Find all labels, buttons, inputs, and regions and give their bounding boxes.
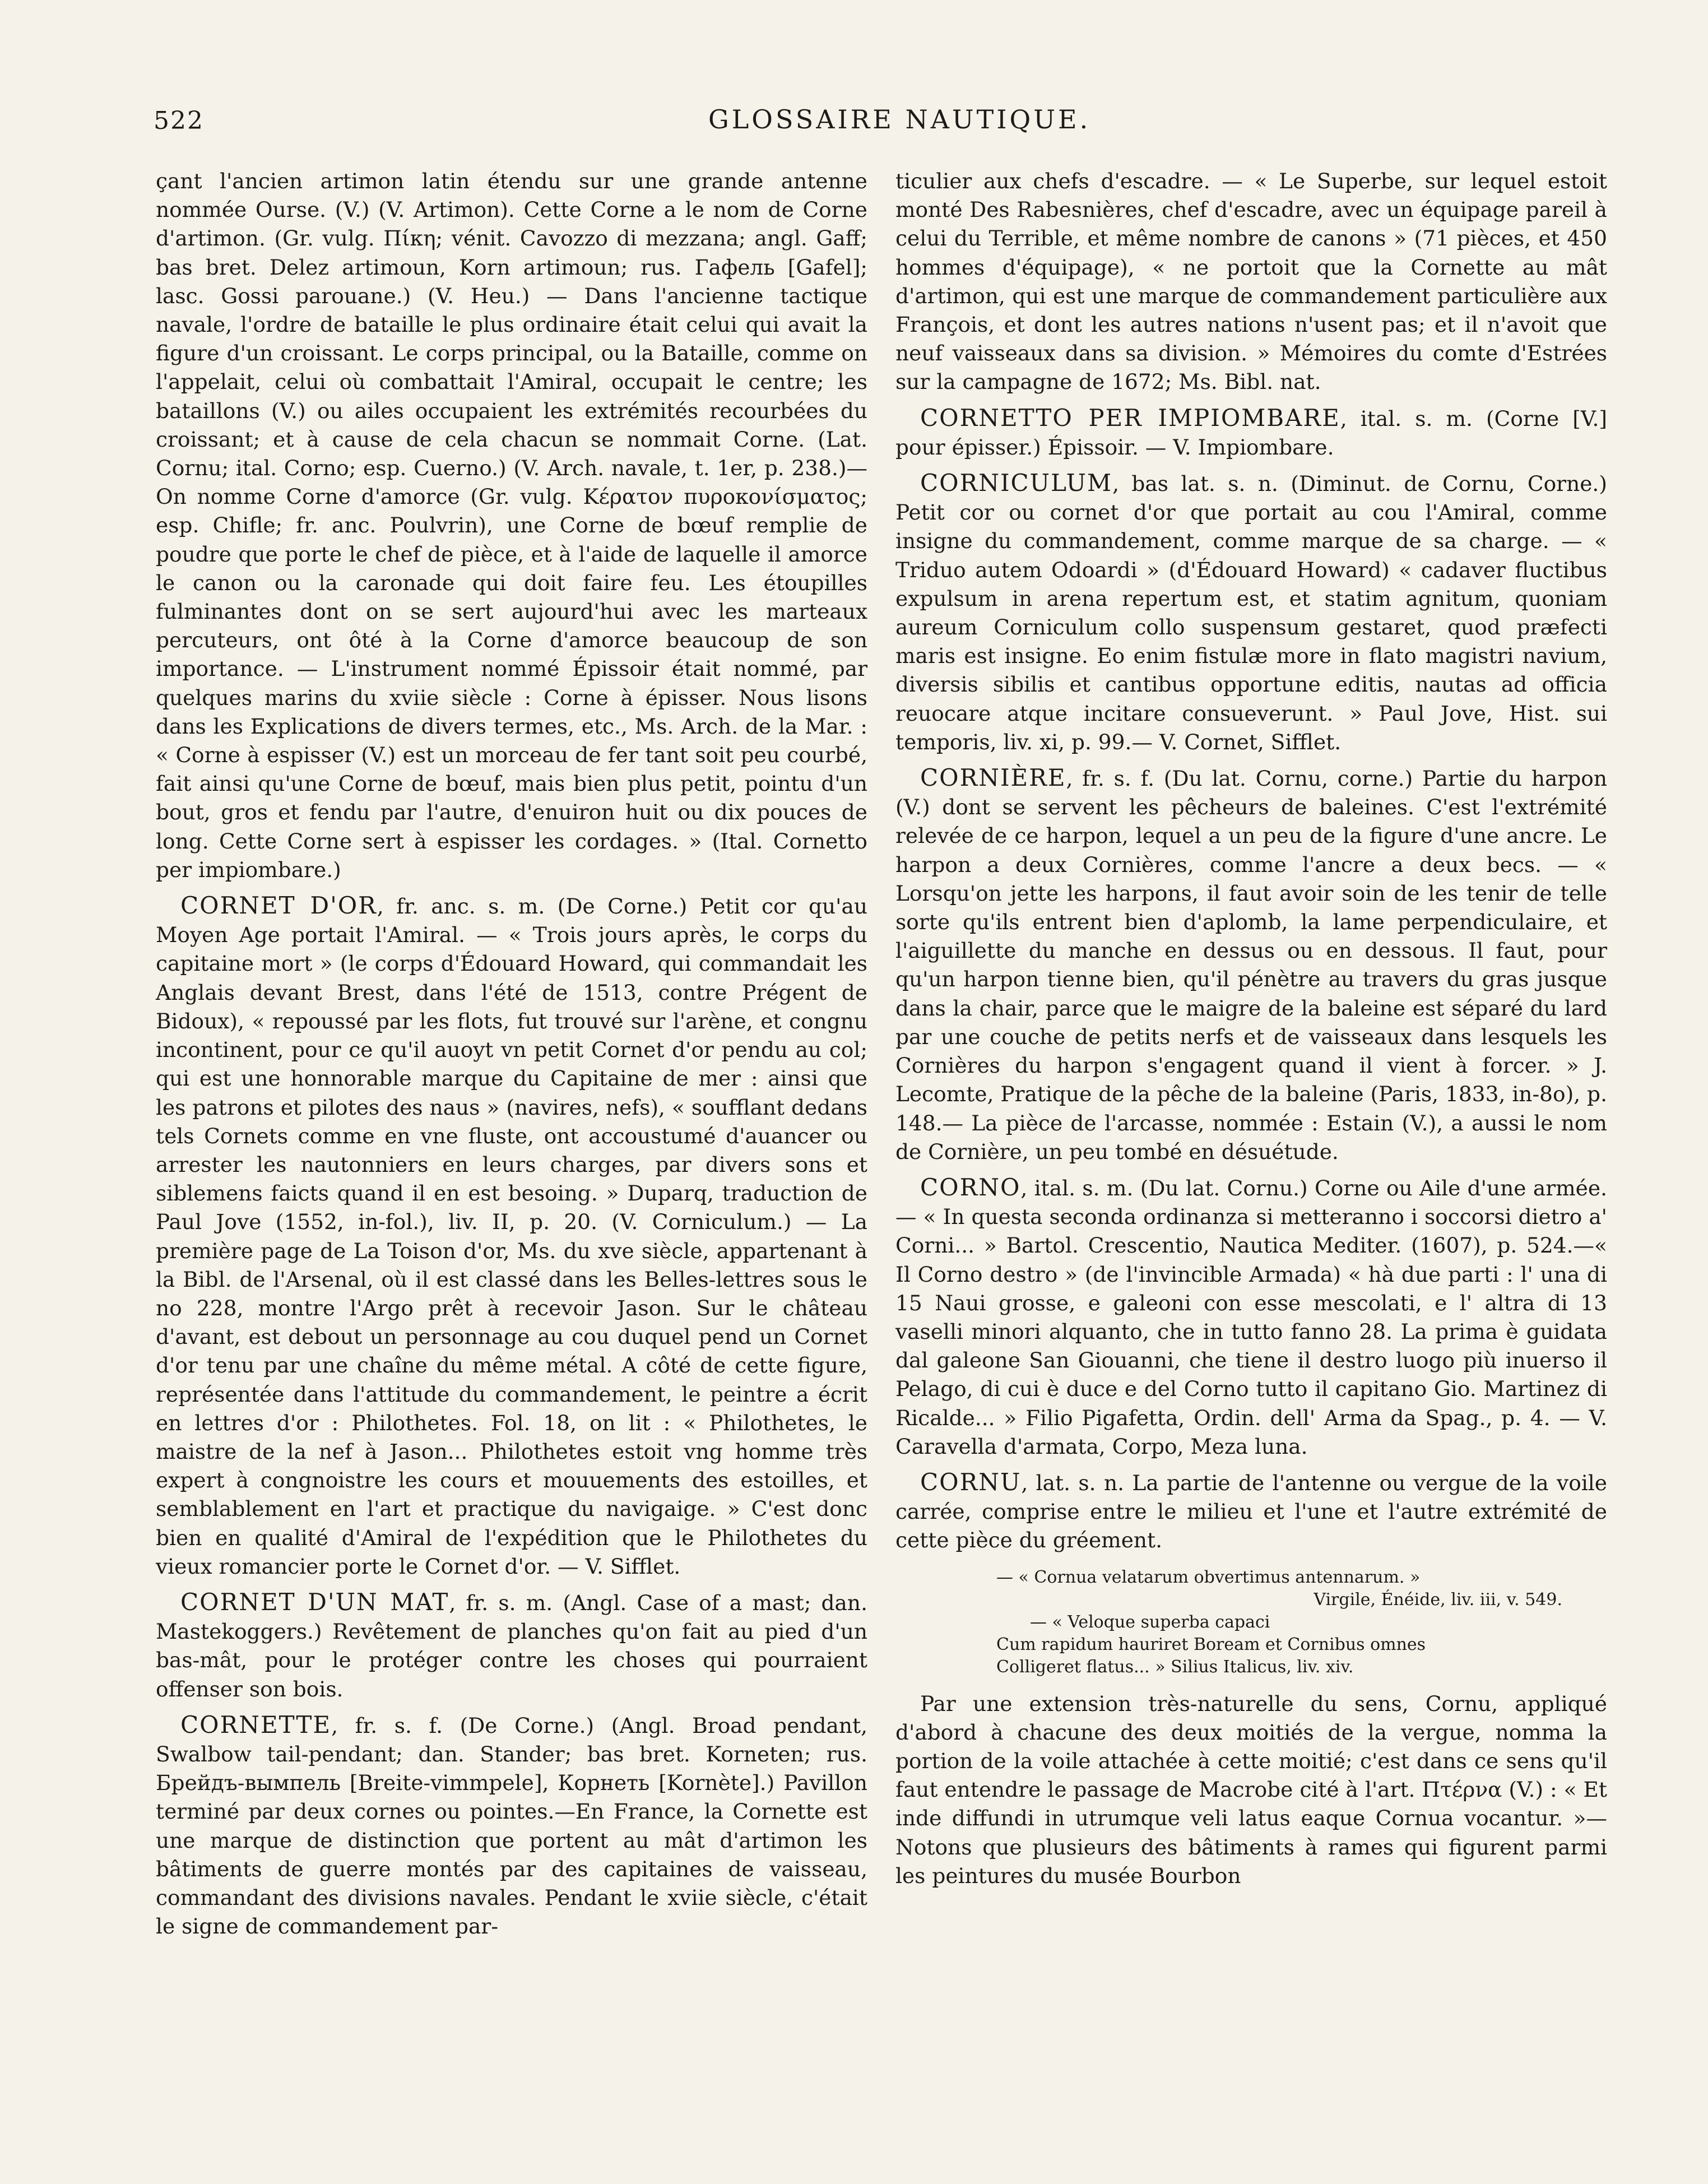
entry-body: , fr. s. m. (Angl. Case of a mast; dan. Mastekoggers.) Revêtement de planches qu'on fait au pied d'un bas-mât, pour le protéger contre les choses qui pourraient offenser son bois. bbox=[156, 1590, 867, 1701]
entry-cornetto bbox=[895, 404, 1607, 462]
entry-body: , fr. s. f. (De Corne.) (Angl. Broad pendant, Swalbow tail-pendant; dan. Stander; bas bret. Korneten; rus. Брейдъ-вымпель [Breite-vimmpele], Корнеть [Kornète].) Pavillon terminé par deux cornes ou pointes.—En France, la Cornette est une marque de distinction que portent au mât d'artimon les bâtiments de guerre montés par des capitaines de vaisseau, commandant des divisions navales. Pendant le xviie siècle, c'était le signe de commandement par- bbox=[156, 1713, 867, 1939]
left-column bbox=[156, 167, 867, 1941]
entry-headword: CORNET D'UN MAT bbox=[180, 1588, 449, 1616]
continued-paragraph: çant l'ancien artimon latin étendu sur une grande antenne nommée Ourse. (V.) (V. Artimon). Cette Corne a le nom de Corne d'artimon. (Gr. vulg. Πίκη; vénit. Cavozzo di mezzana; angl. Gaff; bas bret. Delez artimoun, Korn artimoun; rus. Гафель [Gafel]; lasc. Gossi parouane.) (V. Heu.) — Dans l'ancienne tactique navale, l'ordre de bataille le plus ordinaire était celui qui avait la figure d'un croissant. Le corps principal, ou la Bataille, comme on l'appelait, celui où combattait l'Amiral, occupait le centre; les bataillons (V.) ou ailes occupaient les extrémités recourbées du croissant; et à cause de cela chacun se nommait Corne. (Lat. Cornu; ital. Corno; esp. Cuerno.) (V. Arch. navale, t. 1er, p. 238.)—On nomme Corne d'amorce (Gr. vulg. Κέρατον πυροκονίσματος; esp. Chifle; fr. anc. Poulvrin), une Corne de bœuf remplie de poudre que porte le chef de pièce, et à l'aide de laquelle il amorce le canon ou la caronade qui doit faire feu. Les étoupilles fulminantes dont on se sert aujourd'hui avec les marteaux percuteurs, ont ôté à la Corne d'amorce beaucoup de son importance. — L'instrument nommé Épissoir était nommé, par quelques marins du xviie siècle : Corne à épisser. Nous lisons dans les Explications de divers termes, etc., Ms. Arch. de la Mar. : « Corne à espisser (V.) est un morceau de fer tant soit peu courbé, fait ainsi qu'une Corne de bœuf, mais bien plus petit, pointu d'un bout, gros et fendu par l'autre, d'enuiron huit ou dix pouces de long. Cette Corne sert à espisser les cordages. » (Ital. Cornetto per impiombare.) bbox=[156, 169, 867, 882]
entry-body: , fr. anc. s. m. (De Corne.) Petit cor qu'au Moyen Age portait l'Amiral. — « Trois jours après, le corps du capitaine mort » (le corps d'Édouard Howard, qui commandait les Anglais devant Brest, dans l'été de 1513, contre Prégent de Bidoux), « repoussé par les flots, fut trouvé sur l'arène, et congnu incontinent, pour ce qu'il auoyt vn petit Cornet d'or pendu au col; qui est une honnorable marque du Capitaine de mer : ainsi que les patrons et pilotes des naus » (navires, nefs), « soufflant dedans tels Cornets comme en vne fluste, ont accoustumé d'auancer ou arrester les nautonniers en leurs charges, par divers sons et siblemens faicts quand il en est besoing. » Duparq, traduction de Paul Jove (1552, in-fol.), liv. II, p. 20. (V. Corniculum.) — La première page de La Toison d'or, Ms. du xve siècle, appartenant à la Bibl. de l'Arsenal, où il est classé dans les Belles-lettres sous le no 228, montre l'Argo prêt à recevoir Jason. Sur le château d'avant, est debout un personnage au cou duquel pend un Cornet d'or tenu par une chaîne du même métal. A côté de cette figure, représentée dans l'attitude du commandement, le peintre a écrit en lettres d'or : Philothetes. Fol. 18, on lit : « Philothetes, le maistre de la nef à Jason... Philothetes estoit vng homme très expert à congnoistre les cours et mouuements des estoilles, et semblablement en l'art et practique du navigaige. » C'est donc bien en qualité d'Amiral de l'expédition que le Philothetes du vieux romancier porte le Cornet d'or. — V. Sifflet. bbox=[156, 894, 867, 1579]
entry-cornet-dor bbox=[156, 891, 867, 1581]
entry-body: , lat. s. n. La partie de l'antenne ou vergue de la voile carrée, comprise entre le milieu et l'une et l'autre extrémité de cette pièce du gréement. bbox=[895, 1470, 1607, 1553]
running-title: GLOSSAIRE NAUTIQUE. bbox=[708, 104, 1091, 135]
entry-headword: CORNET D'OR bbox=[180, 892, 377, 920]
quote-line: — « Veloque superba capaci bbox=[1030, 1612, 1270, 1632]
entry-body: , ital. s. m. (Du lat. Cornu.) Corne ou Aile d'une armée. — « In questa seconda ordinanza si metteranno i soccorsi dietro a' Corni... » Bartol. Crescentio, Nautica Mediter. (1607), p. 524.—« Il Corno destro » (de l'invincible Armada) « hà due parti : l' una di 15 Naui grosse, e galeoni con esse mescolati, e l' altra di 13 vaselli minori alquanto, che in tutto fanno 28. La prima è guidata dal galeone San Giouanni, che tiene il destro luogo più inuerso il Pelago, di cui è duce e del Corno tutto il capitano Gio. Martinez di Ricalde... » Filio Pigafetta, Ordin. dell' Arma da Spag., p. 4. — V. Caravella d'armata, Corpo, Meza luna. bbox=[895, 1175, 1607, 1459]
entry-headword: CORNO bbox=[920, 1173, 1021, 1201]
continued-paragraph: ticulier aux chefs d'escadre. — « Le Superbe, sur lequel estoit monté Des Rabesnières, chef d'escadre, avec un équipage pareil à celui du Terrible, et même nombre de canons » (71 pièces, et 450 hommes d'équipage), « ne portoit que la Cornette au mât d'artimon, qui est une marque de commandement particulière aux François, et dont les autres nations n'usent pas; et il n'avoit que neuf vaisseaux dans sa division. » Mémoires du comte d'Estrées sur la campagne de 1672; Ms. Bibl. nat. bbox=[895, 169, 1607, 395]
entry-body: , fr. s. f. (Du lat. Cornu, corne.) Partie du harpon (V.) dont se servent les pêcheurs de baleines. C'est l'extrémité relevée de ce harpon, lequel a un peu de la figure d'une ancre. Le harpon a deux Cornières, comme l'ancre a deux becs. — « Lorsqu'on jette les harpons, il faut avoir soin de les tenir de telle sorte qu'ils entrent bien d'aplomb, la lame perpendiculaire, et l'aiguillette du manche en dessus ou en dessous. Il faut, pour qu'un harpon tienne bien, qu'il pénètre au travers du gras jusque dans la chair, parce que le maigre de la baleine est séparé du lard par une couche de petits nerfs et de vaisseaux dans lesquels les Cornières du harpon s'engagent quand il vient à forcer. » J. Lecomte, Pratique de la pêche de la baleine (Paris, 1833, in-8o), p. 148.— La pièce de l'arcasse, nommée : Estain (V.), a aussi le nom de Cornière, un peu tombé en désuétude. bbox=[895, 766, 1607, 1164]
verse-quotation bbox=[996, 1566, 1607, 1678]
entry-cornet-dun-mat bbox=[156, 1588, 867, 1704]
entry-headword: CORNICULUM bbox=[920, 469, 1113, 497]
quote-line: — « Cornua velatarum obvertimus antennarum. » bbox=[996, 1567, 1421, 1587]
entry-corno bbox=[895, 1173, 1607, 1461]
quote-source: Virgile, Énéide, liv. iii, v. 549. bbox=[1314, 1589, 1562, 1610]
entry-body: , ital. s. m. (Corne [V.] pour épisser.) Épissoir. — V. Impiombare. bbox=[895, 406, 1607, 460]
quote-line: Colligeret flatus... » Silius Italicus, liv. xiv. bbox=[996, 1657, 1354, 1677]
closing-paragraph: Par une extension très-naturelle du sens, Cornu, appliqué d'abord à chacune des deux moitiés de la vergue, nomma la portion de la voile attachée à cette moitié; c'est dans ce sens qu'il faut entendre le passage de Macrobe cité à l'art. Πτέρνα (V.) : « Et inde diffundi in utrumque veli latus eaque Cornua vocantur. »—Notons que plusieurs des bâtiments à rames qui figurent parmi les peintures du musée Bourbon bbox=[895, 1691, 1607, 1888]
entry-headword: CORNU bbox=[920, 1468, 1022, 1496]
page-number: 522 bbox=[154, 106, 204, 135]
entry-headword: CORNIÈRE bbox=[920, 764, 1066, 792]
entry-headword: CORNETTE bbox=[180, 1710, 332, 1738]
entry-cornu bbox=[895, 1468, 1607, 1555]
right-column bbox=[895, 167, 1607, 1890]
entry-cornette bbox=[156, 1710, 867, 1941]
quote-line: Cum rapidum hauriret Boream et Cornibus omnes bbox=[996, 1634, 1426, 1654]
entry-body: , bas lat. s. n. (Diminut. de Cornu, Corne.) Petit cor ou cornet d'or que portait au cou l'Amiral, comme insigne du commandement, comme marque de sa charge. — « Triduo autem Odoardi » (d'Édouard Howard) « cadaver fluctibus expulsum in arena repertum est, et statim agnitum, quoniam aureum Corniculum collo suspensum gestaret, quod præfecti maris est insigne. Eo enim fistulæ more in flato magistri navium, diversis sibilis et cantibus opportune editis, nautas ad officia reuocare atque incitare consueverunt. » Paul Jove, Hist. sui temporis, liv. xi, p. 99.— V. Cornet, Sifflet. bbox=[895, 471, 1607, 754]
entry-headword: CORNETTO PER IMPIOMBARE bbox=[920, 404, 1340, 432]
entry-corniere bbox=[895, 763, 1607, 1166]
entry-corniculum bbox=[895, 469, 1607, 757]
